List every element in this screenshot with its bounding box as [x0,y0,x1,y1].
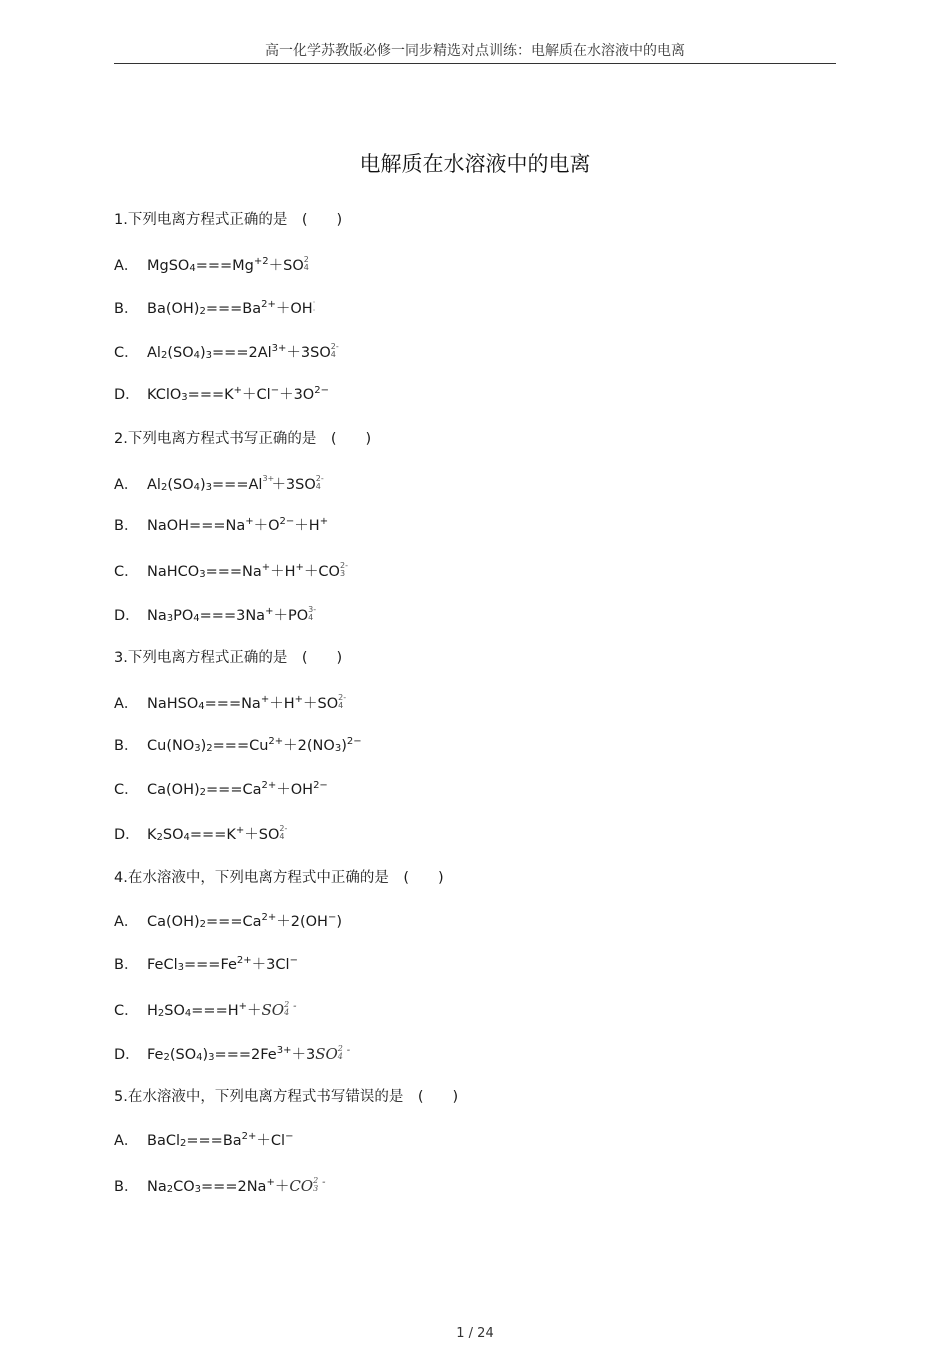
smudged-charge-icon: · · [312,298,316,315]
question-3-option-a: A． NaHSO$_4$===Na+＋H+＋SO 2- 4 [114,693,347,712]
running-header: 高一化学苏教版必修一同步精选对点训练：电解质在水溶液中的电离 [265,43,685,59]
question-3-option-c: C． $Ca(OH)_2===Ca^{2+}+OH^{2-}$ [114,780,328,798]
page-title: 电解质在水溶液中的电离 [359,152,591,176]
smudged-charge-icon: 2 4 [303,255,309,272]
question-1-option-b: B． $Ba(OH)_2===Ba^{2+}+OH$ · · [114,297,322,319]
smudged-charge-icon: 2- 3 [339,561,348,578]
smudged-charge-icon: 3- 4 [308,605,317,622]
question-2-option-b: B． $NaOH===Na^++O^{2-}+H^+$ [114,516,329,534]
sulfate-formula-image: SO 2 4 - [261,1000,297,1019]
question-2-stem: 2.下列电离方程式书写正确的是 ( ) [114,431,372,447]
sulfate-formula-image: SO 2 4 - [315,1044,351,1063]
question-3-stem: 3.下列电离方程式正确的是 ( ) [114,650,343,666]
header-divider [114,63,836,64]
question-2-option-c: C． NaHCO$_3$===Na+＋H+＋CO 2- 3 [114,561,348,580]
question-4-option-d: D． $Fe_2(SO_4)_3===2Fe^{3+}+3SO$ 2 4 - [114,1044,351,1063]
question-1-option-d: D． $KClO_3===K^++Cl^-+3O^{2-}$ [114,385,329,403]
page-number: 1 / 24 [456,1326,494,1341]
smudged-charge-icon: 2- 4 [330,342,339,359]
question-1-option-c: C． $Al_2(SO_4)_3===2Al^{3+}+3SO$ 2- 4 [114,342,339,361]
question-3-option-d: D． $K_2SO_4===K^++SO$ 2- 4 [114,824,288,843]
question-2-option-d: D． $Na_3PO_4===3Na^++PO$ 3- 4 [114,605,317,624]
smudged-charge-icon: 2- 4 [338,693,347,710]
question-5-option-b: B． $Na_2CO_3===2Na^++CO$ 2 3 - [114,1176,326,1195]
question-5-option-a: A． $BaCl_2===Ba^{2+}+Cl^-$ [114,1131,294,1149]
question-2-option-a: A． $Al_2(SO_4)_3===Al$ 3+ ＋3SO 2- 4 [114,474,324,493]
question-1-stem: 1.下列电离方程式正确的是 ( ) [114,212,343,228]
carbonate-formula-image: CO 2 3 - [289,1176,326,1195]
smudged-charge-icon: 2- 4 [315,474,324,491]
question-4-option-c: C． $H_2SO_4===H^++SO$ 2 4 - [114,1000,297,1019]
question-3-option-b: B． $Cu(NO_3)_2===Cu^{2+}+2(NO_3)^{2-}$ [114,736,362,754]
question-4-option-b: B． $FeCl_3===Fe^{2+}+3Cl^-$ [114,955,298,973]
smudged-charge-icon: 3+ [262,474,275,483]
question-5-stem: 5.在水溶液中，下列电离方程式书写错误的是 ( ) [114,1089,459,1105]
question-1-option-a: A． $MgSO_4===Mg^{+2}+SO$ 2 4 [114,254,313,276]
question-4-option-a: A． $Ca(OH)_2===Ca^{2+}+2(OH^-)$ [114,912,342,930]
smudged-charge-icon: 2- 4 [279,824,288,841]
question-4-stem: 4.在水溶液中，下列电离方程式中正确的是 ( ) [114,870,444,886]
